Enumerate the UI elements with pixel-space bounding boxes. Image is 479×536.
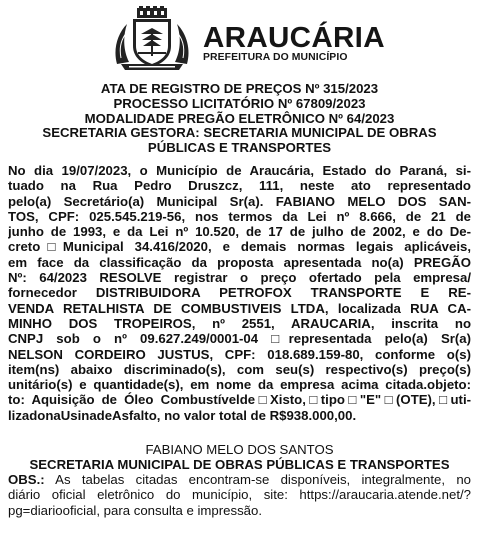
obs-label: OBS.:: [8, 472, 45, 487]
body-line: em face da classificação da proposta apresentada no(a) PREGÃO: [8, 254, 471, 270]
body-line: junho de 1993, e da Lei nº 10.520, de 17 de julho de 2002, e do De-: [8, 224, 471, 240]
body-line: Nº: 64/2023 RESOLVE registrar o preço ofertado pela empresa/: [8, 270, 471, 286]
obs-line: [8, 472, 471, 487]
obs-line: pg=diariooficial, para consulta e impressão.: [8, 502, 263, 518]
body-line: VENDA RETALHISTA DE COMBUSTIVEIS LTDA, localizada RUA CA-: [8, 300, 471, 316]
body-line: pelo(a) Secretário(a) Municipal Sr(a). FABIANO MELO DOS SAN-: [8, 193, 471, 209]
obs-note: [8, 472, 471, 518]
obs-text: As tabelas citadas encontram-se disponíveis, integralmente, no: [44, 472, 471, 487]
body-line: NELSON CORDEIRO JUSTUS, CPF: 018.689.159-80, conforme o(s): [8, 346, 471, 362]
body-line: tuado na Rua Pedro Druszcz, 111, neste ato representado: [8, 178, 471, 194]
body-line: CNPJ sob o nº 09.627.249/0001-04 □representada pelo(a) Sr(a): [8, 331, 471, 347]
body-line: unitário(s) e quantidade(s), em nome da empresa acima citada.objeto:: [8, 377, 471, 393]
title-processo: PROCESSO LICITATÓRIO Nº 67809/2023: [113, 95, 366, 111]
header: [0, 6, 479, 72]
body-line: MINHO DOS TROPEIROS, nº 2551, ARAUCARIA, inscrita no: [8, 315, 471, 331]
coat-of-arms-icon: [111, 6, 193, 72]
title-modalidade: MODALIDADE PREGÃO ELETRÔNICO Nº 64/2023: [84, 110, 395, 126]
body-line: No dia 19/07/2023, o Município de Araucária, Estado do Paraná, si-: [8, 163, 471, 178]
signer-department: SECRETARIA MUNICIPAL DE OBRAS PÚBLICAS E TRANSPORTES: [29, 457, 450, 472]
body-line: TOS, CPF: 025.545.219-56, nos termos da Lei nº 8.666, de 21 de: [8, 208, 471, 224]
body-line: lizadonaUsinadeAsfalto, no valor total de R$938.000,00.: [8, 407, 357, 423]
body-line: creto□Municipal 34.416/2020, e demais normas legais aplicáveis,: [8, 239, 471, 255]
signer-name: FABIANO MELO DOS SANTOS: [145, 442, 334, 457]
body-line: fornecedor DISTRIBUIDORA PETROFOX TRANSPORTE E RE-: [8, 285, 471, 301]
body-line: to: Aquisição de Óleo Combustívelde□Xisto,□tipo□"E"□(OTE),□uti-: [8, 392, 471, 408]
title-ata: ATA DE REGISTRO DE PREÇOS Nº 315/2023: [100, 81, 379, 96]
title-secretaria-line-2: PÚBLICAS E TRANSPORTES: [147, 140, 332, 156]
obs-line: diário oficial eletrônico do município, site: https://araucaria.atende.net/?: [8, 487, 471, 503]
body-paragraph: [8, 163, 471, 423]
brand-subtitle: PREFEITURA DO MUNICÍPIO: [203, 52, 348, 63]
title-secretaria-line-1: SECRETARIA GESTORA: SECRETARIA MUNICIPAL DE OBRAS: [42, 125, 437, 141]
document-titles: [10, 82, 469, 156]
body-line: item(ns) abaixo discriminado(s), com seu(s) respectivo(s) preço(s): [8, 361, 471, 377]
brand-name: ARAUCÁRIA: [203, 22, 385, 54]
brand: [203, 22, 385, 63]
